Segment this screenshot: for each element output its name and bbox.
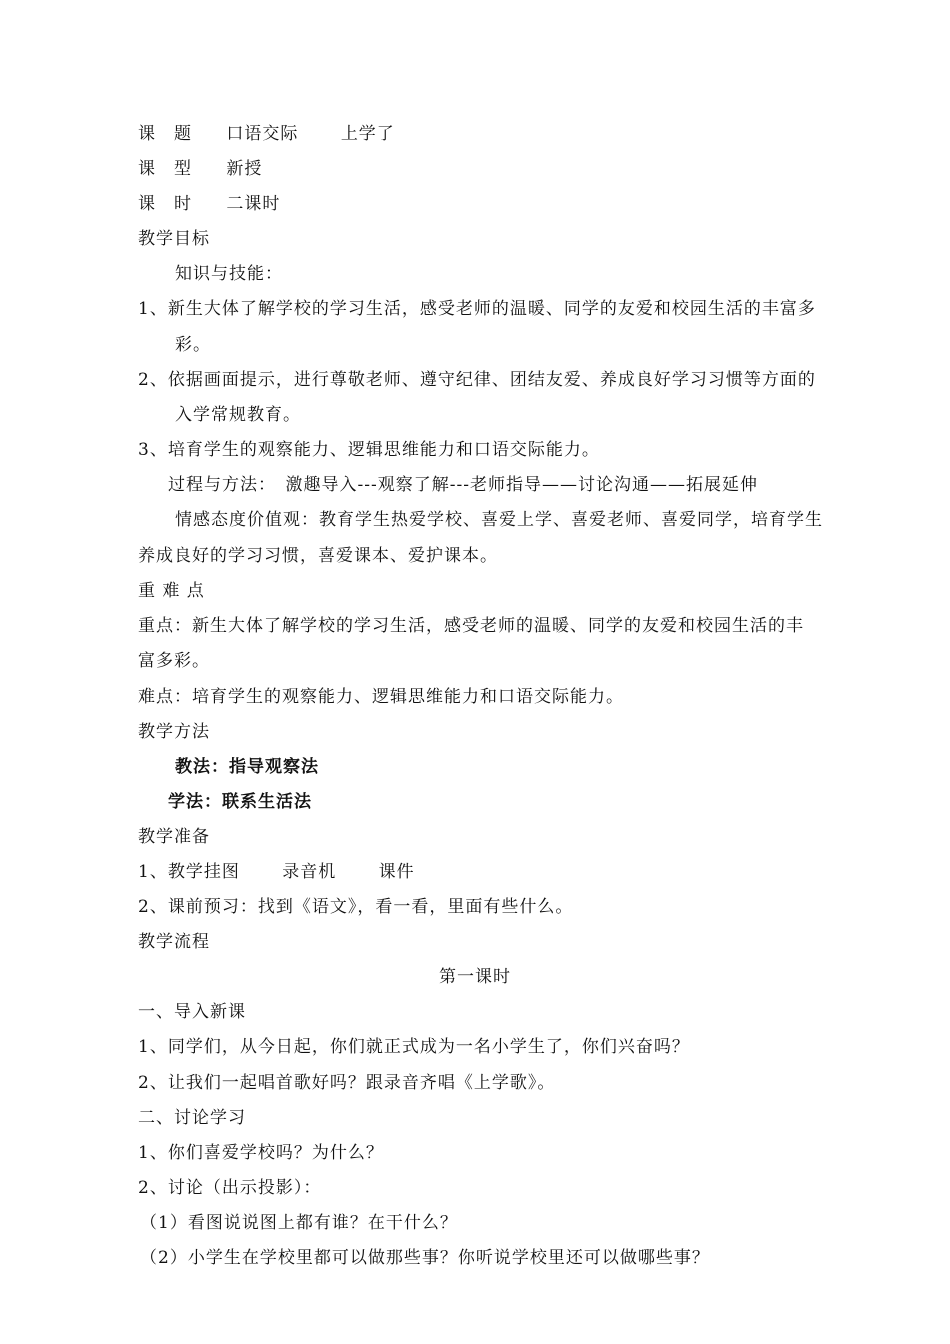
type-label: 课 型 xyxy=(138,159,192,179)
section-2-item-2b: （2）小学生在学校里都可以做那些事？你听说学校里还可以做哪些事？ xyxy=(140,1248,710,1268)
key-a: 重点：新生大体了解学校的学习生活，感受老师的温暖、同学的友爱和校园生活的丰 xyxy=(138,616,804,636)
knowledge-heading: 知识与技能： xyxy=(175,264,283,284)
emotion-a: 情感态度价值观：教育学生热爱学校、喜爱上学、喜爱老师、喜爱同学，培育学生 xyxy=(175,510,823,530)
teach-method: 教法：指导观察法 xyxy=(175,757,319,777)
section-1-item-1: 1、同学们，从今日起，你们就正式成为一名小学生了，你们兴奋吗？ xyxy=(138,1037,690,1057)
key-b: 富多彩。 xyxy=(138,651,210,671)
section-2-item-2: 2、讨论（出示投影）： xyxy=(138,1178,322,1198)
section-1: 一、导入新课 xyxy=(138,1002,246,1022)
prep-1-c: 课件 xyxy=(378,862,415,882)
goal-2b: 入学常规教育。 xyxy=(175,405,301,425)
topic-b: 上学了 xyxy=(340,124,395,144)
section-2-item-1: 1、你们喜爱学校吗？为什么？ xyxy=(138,1143,384,1163)
time-value: 二课时 xyxy=(226,194,281,214)
section-2-item-2a: （1）看图说说图上都有谁？在干什么？ xyxy=(140,1213,458,1233)
flow-heading: 教学流程 xyxy=(138,932,210,952)
goal-3: 3、培育学生的观察能力、逻辑思维能力和口语交际能力。 xyxy=(138,440,600,460)
prep-1-b: 录音机 xyxy=(282,862,337,882)
keypoints-heading: 重 难 点 xyxy=(138,581,205,601)
methods-heading: 教学方法 xyxy=(138,722,210,742)
time-label: 课 时 xyxy=(138,194,192,214)
section-2: 二、讨论学习 xyxy=(138,1108,246,1128)
time-line xyxy=(138,193,280,215)
process-line: 过程与方法： 激趣导入---观察了解---老师指导——讨论沟通——拓展延伸 xyxy=(168,475,758,495)
prep-heading: 教学准备 xyxy=(138,827,210,847)
type-line xyxy=(138,158,262,180)
goal-1b: 彩。 xyxy=(175,335,211,355)
goals-heading: 教学目标 xyxy=(138,229,210,249)
emotion-b: 养成良好的学习习惯，喜爱课本、爱护课本。 xyxy=(138,546,498,566)
topic-label: 课 题 xyxy=(138,124,192,144)
learn-method: 学法：联系生活法 xyxy=(168,792,312,812)
type-value: 新授 xyxy=(226,159,263,179)
prep-1-a: 1、教学挂图 xyxy=(138,862,240,882)
prep-1 xyxy=(138,861,415,883)
topic-line xyxy=(138,123,395,145)
goal-1a: 1、新生大体了解学校的学习生活，感受老师的温暖、同学的友爱和校园生活的丰富多 xyxy=(138,299,816,319)
section-1-item-2: 2、让我们一起唱首歌好吗？跟录音齐唱《上学歌》。 xyxy=(138,1073,556,1093)
topic-a: 口语交际 xyxy=(226,124,299,144)
difficulty: 难点：培育学生的观察能力、逻辑思维能力和口语交际能力。 xyxy=(138,687,624,707)
prep-2: 2、课前预习：找到《语文》，看一看，里面有些什么。 xyxy=(138,897,574,917)
lesson-1-title: 第一课时 xyxy=(439,967,511,987)
goal-2a: 2、依据画面提示，进行尊敬老师、遵守纪律、团结友爱、养成良好学习习惯等方面的 xyxy=(138,370,816,390)
